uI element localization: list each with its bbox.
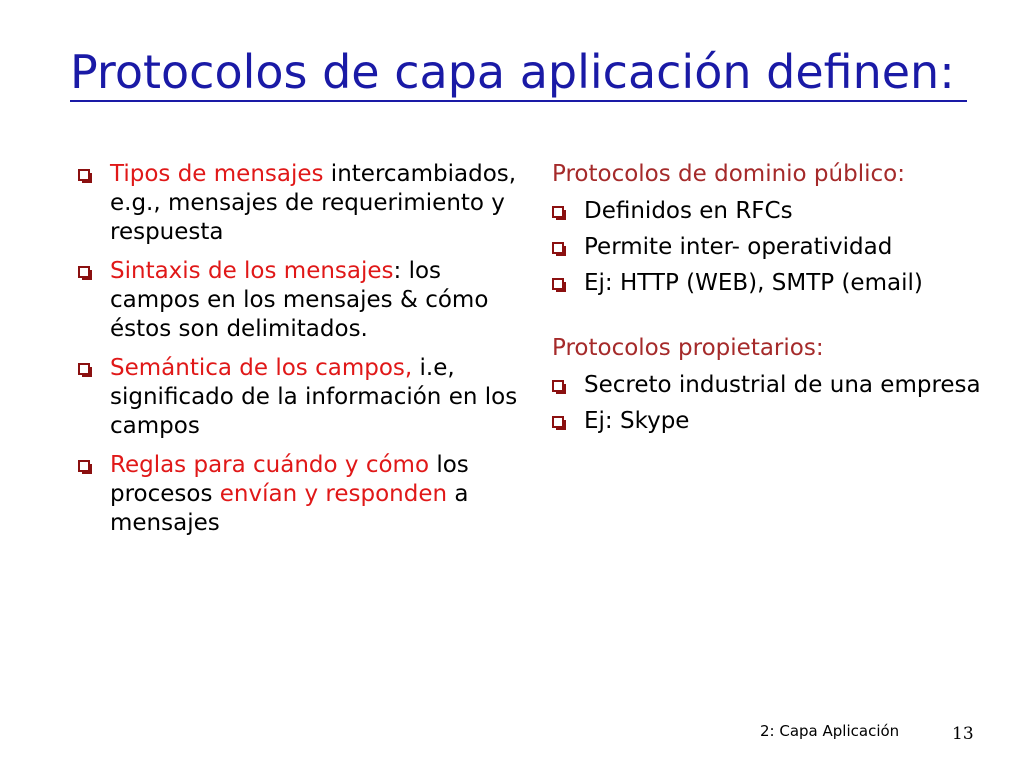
left-column (78, 160, 518, 548)
bullet-text: a mensajes (110, 481, 469, 536)
square-bullet-icon (78, 266, 90, 278)
title-underline (70, 100, 967, 102)
bullet-highlight: Reglas para cuándo y cómo (110, 452, 430, 478)
list-item (78, 451, 518, 538)
square-bullet-icon (78, 460, 90, 472)
list-item (78, 160, 518, 247)
list-item (78, 257, 518, 344)
bullet-text: los procesos (110, 452, 469, 507)
bullet-highlight: Sintaxis de los mensajes (110, 258, 394, 284)
bullet-text: Secreto industrial de una empresa (584, 372, 981, 398)
bullet-text: Definidos en RFCs (584, 198, 793, 224)
bullet-text: Ej: HTTP (WEB), SMTP (email) (584, 270, 923, 296)
bullet-text: Permite inter- operatividad (584, 234, 893, 260)
list-item (552, 197, 992, 226)
square-bullet-icon (552, 380, 564, 392)
bullet-text: i.e, significado de la información en los campos (110, 355, 518, 439)
list-item (552, 233, 992, 262)
bullet-highlight: Tipos de mensajes (110, 161, 324, 187)
square-bullet-icon (552, 416, 564, 428)
list-item (552, 269, 992, 298)
bullet-highlight: Semántica de los campos, (110, 355, 413, 381)
page-number: 13 (952, 724, 974, 744)
bullet-text: intercambiados, e.g., mensajes de requerimiento y respuesta (110, 161, 517, 245)
public-protocols-heading: Protocolos de dominio público: (552, 161, 905, 187)
list-item (78, 354, 518, 441)
square-bullet-icon (78, 169, 90, 181)
square-bullet-icon (552, 242, 564, 254)
slide-title: Protocolos de capa aplicación definen: (70, 45, 955, 99)
square-bullet-icon (552, 278, 564, 290)
list-item (552, 407, 992, 436)
slide-footer: 2: Capa Aplicación (760, 722, 900, 740)
bullet-highlight: envían y responden (219, 481, 448, 507)
square-bullet-icon (552, 206, 564, 218)
bullet-text: : los campos en los mensajes & cómo éstos son delimitados. (110, 258, 489, 342)
proprietary-protocols-heading: Protocolos propietarios: (552, 335, 824, 361)
square-bullet-icon (78, 363, 90, 375)
list-item (552, 371, 992, 400)
bullet-text: Ej: Skype (584, 408, 690, 434)
right-column (552, 160, 992, 443)
